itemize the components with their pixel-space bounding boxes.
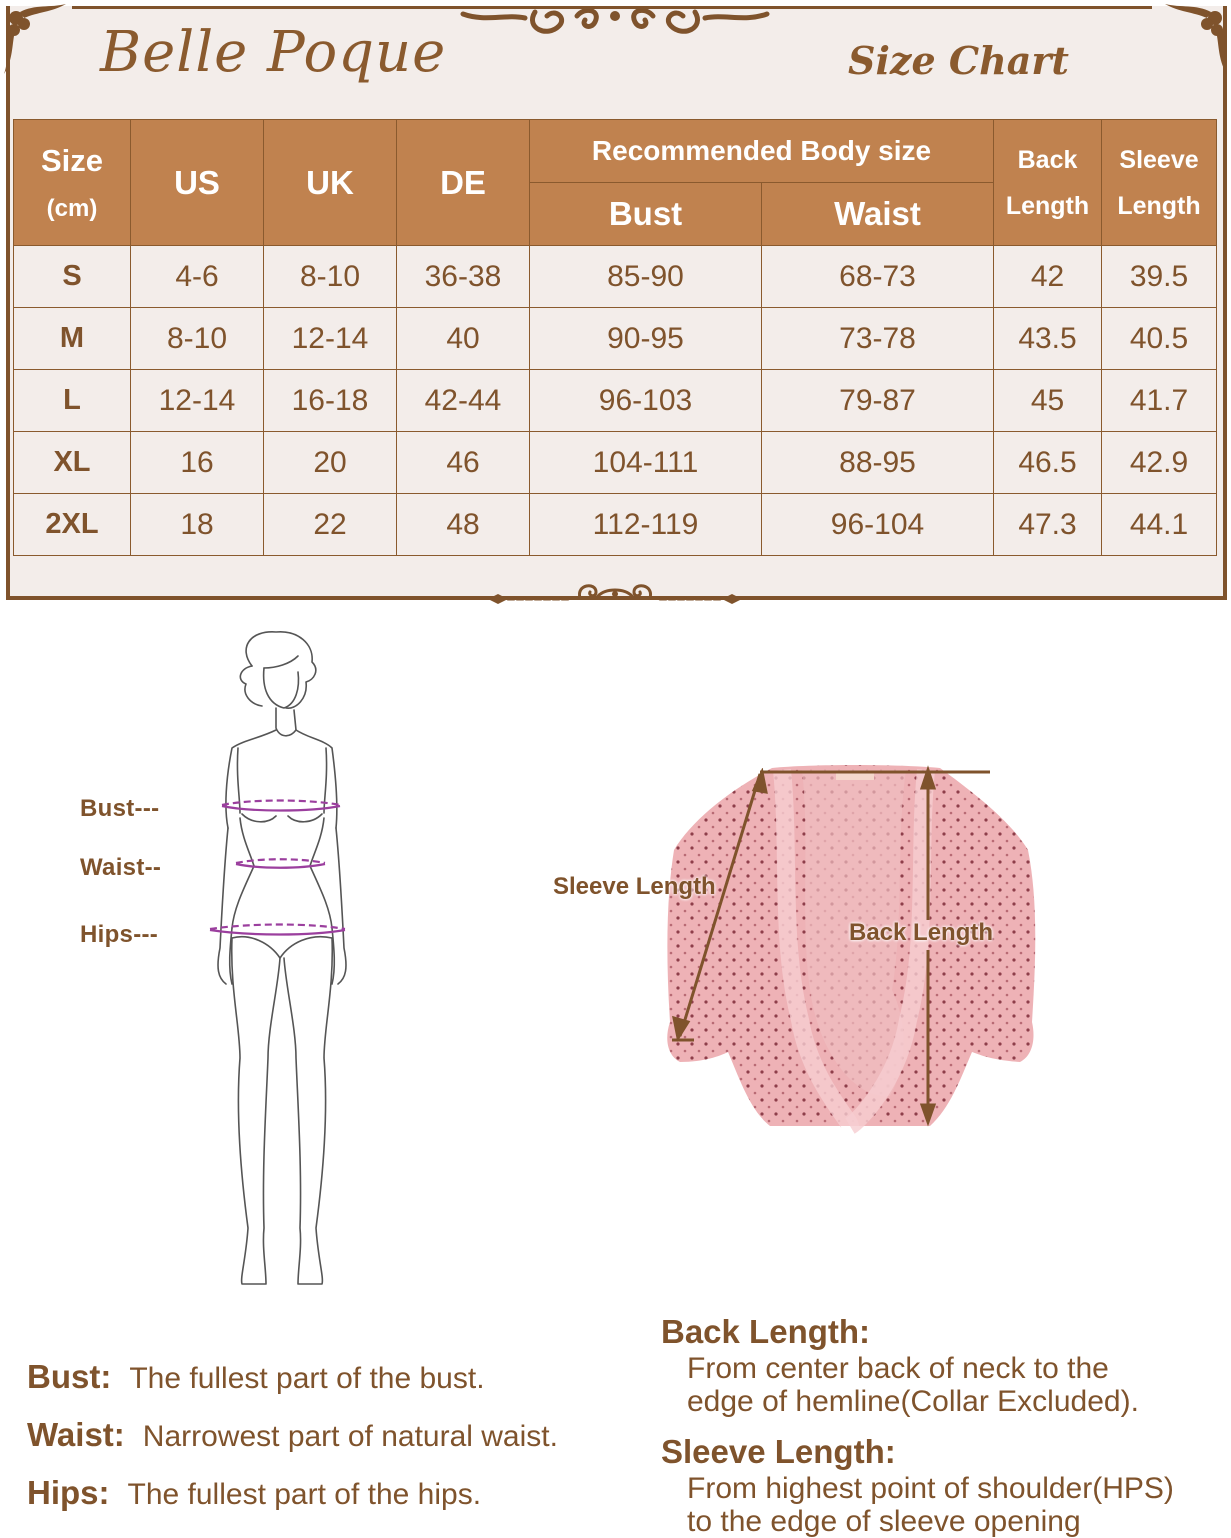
cell-bust: 90-95 (530, 308, 762, 370)
cell-sleeve-length: 39.5 (1102, 246, 1217, 308)
cell-sleeve-length: 40.5 (1102, 308, 1217, 370)
guide-text-sleeve-length (661, 1472, 1231, 1538)
cell-sleeve-length: 41.7 (1102, 370, 1217, 432)
bust-marker-label: Bust--- (80, 795, 160, 822)
cell-us: 8-10 (131, 308, 264, 370)
guide-text-line: edge of hemline(Collar Excluded). (687, 1385, 1139, 1418)
header-back-length-label: Length (1005, 191, 1090, 220)
cell-back-length: 46.5 (994, 432, 1102, 494)
cell-back-length: 43.5 (994, 308, 1102, 370)
cell-de: 36-38 (397, 246, 530, 308)
cell-size: L (14, 370, 131, 432)
corner-flourish-icon (0, 0, 70, 80)
guide-term: Bust: (27, 1358, 112, 1395)
cell-bust: 96-103 (530, 370, 762, 432)
sleeve-length-arrow-icon (670, 768, 1000, 1048)
header-us: US (131, 120, 264, 246)
cell-size: S (14, 246, 131, 308)
cell-uk: 16-18 (264, 370, 397, 432)
cell-back-length: 47.3 (994, 494, 1102, 556)
cell-bust: 112-119 (530, 494, 762, 556)
header-back-length (994, 120, 1102, 246)
hips-marker-label: Hips--- (80, 921, 159, 948)
cell-us: 12-14 (131, 370, 264, 432)
header-size-label: Size (40, 142, 104, 178)
cell-waist: 88-95 (762, 432, 994, 494)
cell-uk: 12-14 (264, 308, 397, 370)
table-row (14, 308, 1217, 370)
table-row (14, 432, 1217, 494)
cell-de: 42-44 (397, 370, 530, 432)
top-scroll-ornament-icon (455, 0, 775, 45)
cell-uk: 8-10 (264, 246, 397, 308)
cell-uk: 22 (264, 494, 397, 556)
guide-text: Narrowest part of natural waist. (142, 1420, 558, 1453)
cell-waist: 96-104 (762, 494, 994, 556)
header-bust: Bust (530, 183, 762, 246)
guide-item-waist (27, 1416, 558, 1474)
guide-term: Waist: (27, 1416, 125, 1453)
guide-text: The fullest part of the bust. (129, 1362, 485, 1395)
brand-logo: Belle Poque (100, 20, 447, 85)
header-sleeve-label: Sleeve (1119, 145, 1199, 174)
guide-item-hips (27, 1474, 558, 1532)
table-row (14, 370, 1217, 432)
size-chart-title: Size Chart (848, 38, 1069, 83)
bottom-scroll-ornament-icon (480, 578, 750, 612)
table-row (14, 494, 1217, 556)
cell-uk: 20 (264, 432, 397, 494)
guide-text-line: From center back of neck to the (687, 1352, 1109, 1385)
header-waist: Waist (762, 183, 994, 246)
header-size (14, 120, 131, 246)
guide-term-sleeve-length: Sleeve Length: (661, 1433, 896, 1470)
cell-de: 48 (397, 494, 530, 556)
cell-waist: 79-87 (762, 370, 994, 432)
guide-text-line: From highest point of shoulder(HPS) (687, 1472, 1174, 1505)
sleeve-length-label: Sleeve Length (553, 873, 716, 900)
waist-marker-label: Waist-- (80, 854, 162, 881)
header-back-label: Back (1017, 145, 1078, 174)
guide-item-bust (27, 1358, 558, 1416)
header-size-unit: (cm) (46, 194, 98, 222)
size-table (13, 119, 1217, 556)
cell-sleeve-length: 42.9 (1102, 432, 1217, 494)
cell-size: XL (14, 432, 131, 494)
garment-measurement-guide (661, 1312, 1231, 1538)
cell-waist: 73-78 (762, 308, 994, 370)
cell-back-length: 45 (994, 370, 1102, 432)
cell-us: 16 (131, 432, 264, 494)
cell-size: 2XL (14, 494, 131, 556)
guide-term: Hips: (27, 1474, 110, 1511)
table-row (14, 246, 1217, 308)
cell-bust: 85-90 (530, 246, 762, 308)
header-sleeve-length (1102, 120, 1217, 246)
cell-back-length: 42 (994, 246, 1102, 308)
header-uk: UK (264, 120, 397, 246)
body-measurement-guide (27, 1358, 558, 1532)
cell-de: 46 (397, 432, 530, 494)
guide-text-back-length (661, 1352, 1231, 1418)
header-sleeve-length-label: Length (1117, 191, 1201, 220)
guide-term-back-length: Back Length: (661, 1313, 871, 1350)
guide-text-line: to the edge of sleeve opening (687, 1505, 1081, 1538)
guide-text: The fullest part of the hips. (127, 1478, 482, 1511)
cell-de: 40 (397, 308, 530, 370)
cell-bust: 104-111 (530, 432, 762, 494)
cell-sleeve-length: 44.1 (1102, 494, 1217, 556)
back-length-label: Back Length (849, 919, 994, 946)
header-recommended-body-size: Recommended Body size (530, 120, 994, 183)
corner-flourish-icon (1161, 0, 1231, 80)
header-de: DE (397, 120, 530, 246)
cell-size: M (14, 308, 131, 370)
cell-us: 4-6 (131, 246, 264, 308)
cell-waist: 68-73 (762, 246, 994, 308)
cell-us: 18 (131, 494, 264, 556)
body-figure-illustration (180, 628, 350, 1298)
